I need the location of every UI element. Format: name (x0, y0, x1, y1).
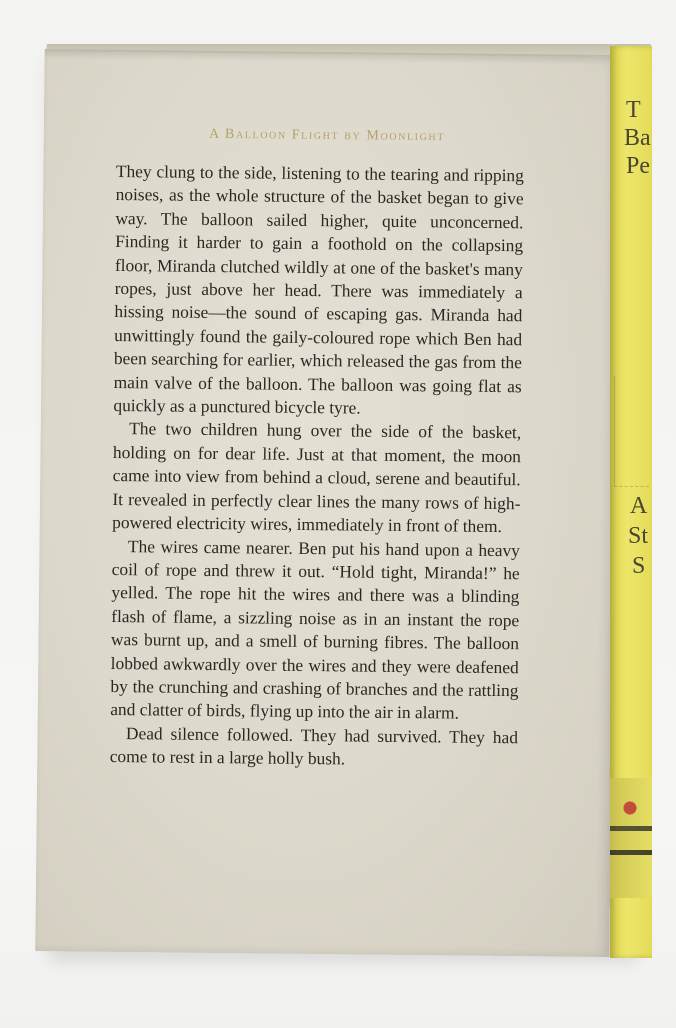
spine-illustration (614, 376, 649, 487)
book-spine (610, 46, 652, 958)
spine-text-3: Pe (626, 153, 650, 179)
paragraph-3: The wires came nearer. Ben put his hand upon a heavy coil of rope and threw it out. “Hold tight, Miranda!” he yelled. The rope hit the wires and there was a blinding flash of flame, a sizzling noise as in an instant the rope was burnt up, and a smell of burning fibres. The balloon lobbed awkwardly over the wires and they were deafened by the crunching and crashing of branches and the rattling and clatter of birds, flying up into the air in alarm. (110, 535, 521, 723)
spine-text-2: Ba (624, 125, 651, 151)
spine-text-6: S (632, 553, 646, 579)
running-head: A Balloon Flight by Moonlight (208, 126, 446, 145)
spine-artwork (610, 778, 652, 898)
paragraph-2: The two children hung over the side of the basket, holding on for dear life. Just at that moment, the moon came into view from behind a cloud, serene and beautiful. It revealed in perfectly clear lines the many rows of high-powered electricity wires, immediately in front of them. (112, 418, 522, 537)
excerpt-text (110, 160, 524, 773)
paragraph-4: Dead silence followed. They had survived. They had come to rest in a large holly bush. (109, 722, 519, 769)
paragraph-1: They clung to the side, listening to the tearing and ripping noises, as the whole structure of the basket began to give way. The balloon sailed higher, quite unconcerned. Finding it harder to gain a foothold on the collapsing floor, Miranda clutched wildly at one of the basket's many ropes, just above her head. There was immediately a hissing noise—the sound of escaping gas. Miranda had unwittingly found the gaily-coloured rope which Ben had been searching for earlier, which released the gas from the main valve of the balloon. The balloon was going flat as quickly as a punctured bicycle tyre. (113, 160, 524, 418)
spine-text-5: St (628, 523, 649, 549)
spine-text-4: A (630, 493, 648, 519)
spine-text-1: T (626, 97, 641, 123)
